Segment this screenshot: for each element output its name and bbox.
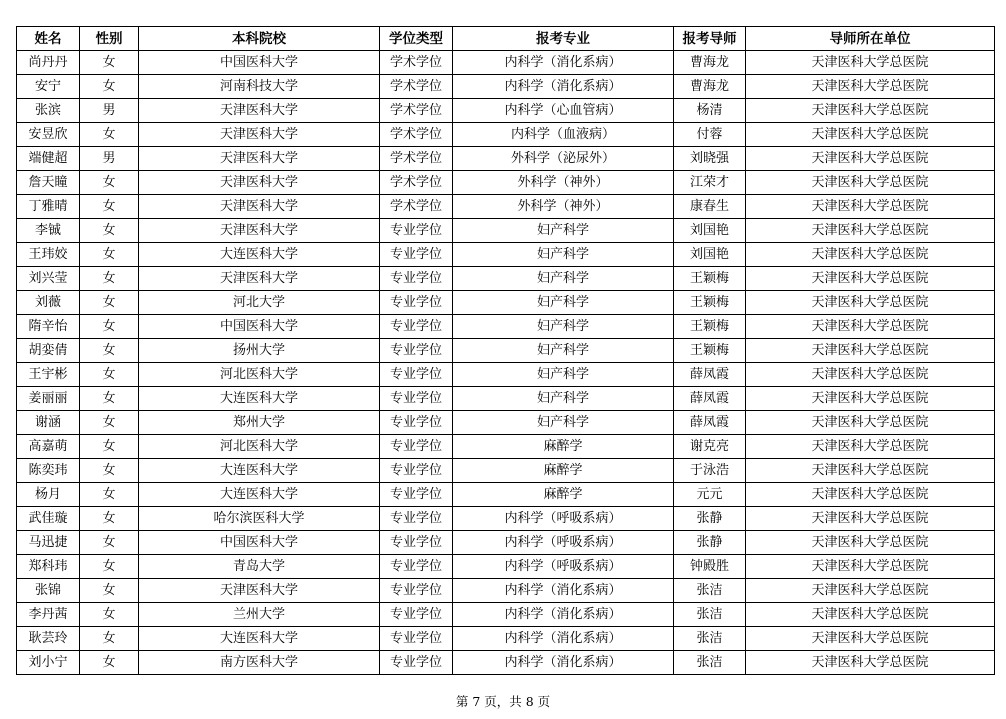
table-row [17,507,995,531]
cell-degree-type: 专业学位 [380,411,453,435]
cell-major: 妇产科学 [453,339,674,363]
cell-supervisor: 薛凤霞 [674,363,746,387]
table-row [17,99,995,123]
cell-gender: 男 [80,147,139,171]
cell-degree-type: 专业学位 [380,483,453,507]
cell-name: 王宇彬 [17,363,80,387]
table-row [17,219,995,243]
cell-undergraduate-school: 大连医科大学 [139,387,380,411]
cell-gender: 女 [80,579,139,603]
cell-gender: 女 [80,603,139,627]
column-header-name: 姓名 [17,27,80,51]
cell-undergraduate-school: 大连医科大学 [139,483,380,507]
cell-gender: 女 [80,123,139,147]
cell-degree-type: 专业学位 [380,435,453,459]
cell-major: 外科学（泌尿外） [453,147,674,171]
table-body [17,51,995,675]
cell-gender: 女 [80,291,139,315]
table-row [17,267,995,291]
table-row [17,531,995,555]
cell-supervisor-unit: 天津医科大学总医院 [746,291,995,315]
cell-major: 外科学（神外） [453,171,674,195]
cell-supervisor-unit: 天津医科大学总医院 [746,147,995,171]
column-header-supervisor: 报考导师 [674,27,746,51]
table-row [17,123,995,147]
cell-supervisor-unit: 天津医科大学总医院 [746,651,995,675]
cell-supervisor: 刘晓强 [674,147,746,171]
cell-major: 妇产科学 [453,387,674,411]
cell-major: 内科学（消化系病） [453,603,674,627]
cell-name: 安宁 [17,75,80,99]
cell-name: 詹天瞳 [17,171,80,195]
cell-supervisor-unit: 天津医科大学总医院 [746,579,995,603]
cell-supervisor: 张洁 [674,627,746,651]
cell-major: 内科学（呼吸系病） [453,531,674,555]
admission-list-table-container [16,26,994,675]
cell-supervisor: 曹海龙 [674,75,746,99]
cell-supervisor: 曹海龙 [674,51,746,75]
cell-supervisor-unit: 天津医科大学总医院 [746,195,995,219]
cell-major: 麻醉学 [453,483,674,507]
cell-degree-type: 专业学位 [380,531,453,555]
cell-major: 内科学（心血管病） [453,99,674,123]
cell-degree-type: 专业学位 [380,627,453,651]
cell-name: 郑科玮 [17,555,80,579]
cell-supervisor-unit: 天津医科大学总医院 [746,627,995,651]
cell-supervisor-unit: 天津医科大学总医院 [746,339,995,363]
table-row [17,459,995,483]
cell-degree-type: 专业学位 [380,603,453,627]
cell-major: 妇产科学 [453,411,674,435]
cell-name: 马迅捷 [17,531,80,555]
cell-major: 妇产科学 [453,219,674,243]
cell-degree-type: 专业学位 [380,555,453,579]
cell-major: 妇产科学 [453,315,674,339]
cell-degree-type: 专业学位 [380,363,453,387]
table-row [17,243,995,267]
table-row [17,363,995,387]
table-row [17,339,995,363]
cell-undergraduate-school: 青岛大学 [139,555,380,579]
cell-major: 妇产科学 [453,267,674,291]
table-row [17,555,995,579]
table-row [17,147,995,171]
cell-supervisor: 刘国艳 [674,243,746,267]
column-header-degree-type: 学位类型 [380,27,453,51]
column-header-major: 报考专业 [453,27,674,51]
cell-gender: 女 [80,51,139,75]
cell-supervisor: 钟殿胜 [674,555,746,579]
page-number: 第 7 页，共 8 页 [455,694,551,709]
cell-gender: 女 [80,651,139,675]
cell-undergraduate-school: 兰州大学 [139,603,380,627]
cell-gender: 女 [80,555,139,579]
table-row [17,483,995,507]
cell-degree-type: 学术学位 [380,99,453,123]
cell-supervisor: 谢克亮 [674,435,746,459]
cell-supervisor-unit: 天津医科大学总医院 [746,243,995,267]
cell-supervisor: 薛凤霞 [674,411,746,435]
cell-name: 张锦 [17,579,80,603]
cell-undergraduate-school: 天津医科大学 [139,195,380,219]
cell-supervisor-unit: 天津医科大学总医院 [746,435,995,459]
cell-undergraduate-school: 河北大学 [139,291,380,315]
cell-supervisor: 王颖梅 [674,315,746,339]
cell-degree-type: 专业学位 [380,267,453,291]
cell-major: 内科学（消化系病） [453,627,674,651]
table-row [17,195,995,219]
cell-supervisor-unit: 天津医科大学总医院 [746,363,995,387]
cell-degree-type: 学术学位 [380,51,453,75]
cell-gender: 女 [80,483,139,507]
cell-undergraduate-school: 天津医科大学 [139,267,380,291]
table-row [17,315,995,339]
cell-major: 内科学（呼吸系病） [453,507,674,531]
cell-undergraduate-school: 中国医科大学 [139,315,380,339]
cell-degree-type: 专业学位 [380,459,453,483]
table-row [17,411,995,435]
cell-supervisor-unit: 天津医科大学总医院 [746,267,995,291]
cell-gender: 女 [80,531,139,555]
cell-supervisor-unit: 天津医科大学总医院 [746,123,995,147]
cell-supervisor-unit: 天津医科大学总医院 [746,315,995,339]
cell-major: 妇产科学 [453,243,674,267]
cell-gender: 女 [80,387,139,411]
cell-supervisor-unit: 天津医科大学总医院 [746,75,995,99]
cell-name: 姜丽丽 [17,387,80,411]
cell-degree-type: 学术学位 [380,171,453,195]
cell-supervisor-unit: 天津医科大学总医院 [746,99,995,123]
cell-degree-type: 专业学位 [380,219,453,243]
cell-undergraduate-school: 河南科技大学 [139,75,380,99]
cell-major: 内科学（消化系病） [453,579,674,603]
cell-degree-type: 专业学位 [380,315,453,339]
cell-name: 高嘉萌 [17,435,80,459]
cell-degree-type: 学术学位 [380,147,453,171]
cell-undergraduate-school: 南方医科大学 [139,651,380,675]
cell-degree-type: 学术学位 [380,195,453,219]
cell-supervisor-unit: 天津医科大学总医院 [746,51,995,75]
cell-undergraduate-school: 大连医科大学 [139,243,380,267]
table-row [17,51,995,75]
cell-undergraduate-school: 河北医科大学 [139,363,380,387]
cell-name: 丁雅晴 [17,195,80,219]
cell-gender: 女 [80,627,139,651]
cell-major: 内科学（呼吸系病） [453,555,674,579]
cell-name: 刘小宁 [17,651,80,675]
cell-name: 李丹茜 [17,603,80,627]
cell-name: 张滨 [17,99,80,123]
cell-supervisor: 薛凤霞 [674,387,746,411]
cell-gender: 女 [80,75,139,99]
cell-supervisor-unit: 天津医科大学总医院 [746,483,995,507]
cell-degree-type: 专业学位 [380,507,453,531]
table-header-row [17,27,995,51]
cell-undergraduate-school: 扬州大学 [139,339,380,363]
cell-supervisor-unit: 天津医科大学总医院 [746,531,995,555]
table-row [17,627,995,651]
cell-name: 耿芸玲 [17,627,80,651]
cell-supervisor: 杨清 [674,99,746,123]
cell-supervisor: 付蓉 [674,123,746,147]
cell-gender: 女 [80,219,139,243]
table-row [17,291,995,315]
cell-supervisor-unit: 天津医科大学总医院 [746,507,995,531]
cell-supervisor-unit: 天津医科大学总医院 [746,603,995,627]
column-header-supervisor-unit: 导师所在单位 [746,27,995,51]
cell-major: 妇产科学 [453,291,674,315]
cell-name: 李铖 [17,219,80,243]
cell-degree-type: 专业学位 [380,243,453,267]
cell-gender: 女 [80,243,139,267]
cell-undergraduate-school: 天津医科大学 [139,219,380,243]
cell-major: 麻醉学 [453,435,674,459]
table-row [17,171,995,195]
cell-gender: 女 [80,339,139,363]
column-header-gender: 性别 [80,27,139,51]
cell-supervisor: 刘国艳 [674,219,746,243]
cell-name: 杨月 [17,483,80,507]
cell-degree-type: 专业学位 [380,339,453,363]
cell-degree-type: 专业学位 [380,291,453,315]
cell-supervisor: 王颖梅 [674,291,746,315]
cell-gender: 女 [80,507,139,531]
cell-gender: 女 [80,171,139,195]
cell-degree-type: 专业学位 [380,387,453,411]
cell-major: 妇产科学 [453,363,674,387]
cell-supervisor: 张洁 [674,651,746,675]
cell-undergraduate-school: 天津医科大学 [139,99,380,123]
cell-supervisor: 于泳浩 [674,459,746,483]
table-row [17,603,995,627]
cell-name: 端健超 [17,147,80,171]
cell-name: 王玮姣 [17,243,80,267]
cell-undergraduate-school: 河北医科大学 [139,435,380,459]
table-row [17,651,995,675]
cell-gender: 女 [80,267,139,291]
cell-supervisor-unit: 天津医科大学总医院 [746,459,995,483]
cell-supervisor-unit: 天津医科大学总医院 [746,219,995,243]
cell-supervisor: 张洁 [674,579,746,603]
cell-name: 刘兴莹 [17,267,80,291]
cell-supervisor: 张洁 [674,603,746,627]
table-row [17,75,995,99]
cell-gender: 男 [80,99,139,123]
cell-name: 谢涵 [17,411,80,435]
admission-list-table [16,26,995,675]
cell-undergraduate-school: 中国医科大学 [139,531,380,555]
cell-undergraduate-school: 哈尔滨医科大学 [139,507,380,531]
cell-supervisor: 王颖梅 [674,267,746,291]
cell-gender: 女 [80,363,139,387]
cell-degree-type: 专业学位 [380,651,453,675]
cell-undergraduate-school: 天津医科大学 [139,123,380,147]
table-row [17,387,995,411]
cell-name: 胡娈倩 [17,339,80,363]
cell-name: 隋辛怡 [17,315,80,339]
cell-supervisor: 王颖梅 [674,339,746,363]
cell-gender: 女 [80,195,139,219]
cell-undergraduate-school: 大连医科大学 [139,627,380,651]
cell-supervisor: 康春生 [674,195,746,219]
cell-gender: 女 [80,315,139,339]
cell-supervisor: 元元 [674,483,746,507]
cell-name: 陈奕玮 [17,459,80,483]
cell-supervisor-unit: 天津医科大学总医院 [746,555,995,579]
cell-degree-type: 学术学位 [380,123,453,147]
cell-undergraduate-school: 大连医科大学 [139,459,380,483]
cell-supervisor-unit: 天津医科大学总医院 [746,411,995,435]
table-row [17,435,995,459]
cell-major: 外科学（神外） [453,195,674,219]
table-row [17,579,995,603]
cell-major: 内科学（血液病） [453,123,674,147]
cell-major: 内科学（消化系病） [453,651,674,675]
cell-undergraduate-school: 天津医科大学 [139,579,380,603]
cell-major: 内科学（消化系病） [453,51,674,75]
cell-gender: 女 [80,435,139,459]
cell-major: 麻醉学 [453,459,674,483]
cell-undergraduate-school: 中国医科大学 [139,51,380,75]
cell-degree-type: 专业学位 [380,579,453,603]
cell-name: 武佳璇 [17,507,80,531]
cell-gender: 女 [80,411,139,435]
cell-undergraduate-school: 郑州大学 [139,411,380,435]
cell-supervisor: 张静 [674,531,746,555]
column-header-undergraduate-school: 本科院校 [139,27,380,51]
cell-name: 尚丹丹 [17,51,80,75]
cell-supervisor: 江荣才 [674,171,746,195]
cell-degree-type: 学术学位 [380,75,453,99]
cell-undergraduate-school: 天津医科大学 [139,171,380,195]
cell-supervisor-unit: 天津医科大学总医院 [746,387,995,411]
cell-major: 内科学（消化系病） [453,75,674,99]
cell-name: 安昱欣 [17,123,80,147]
cell-gender: 女 [80,459,139,483]
cell-undergraduate-school: 天津医科大学 [139,147,380,171]
cell-supervisor: 张静 [674,507,746,531]
cell-name: 刘薇 [17,291,80,315]
cell-supervisor-unit: 天津医科大学总医院 [746,171,995,195]
